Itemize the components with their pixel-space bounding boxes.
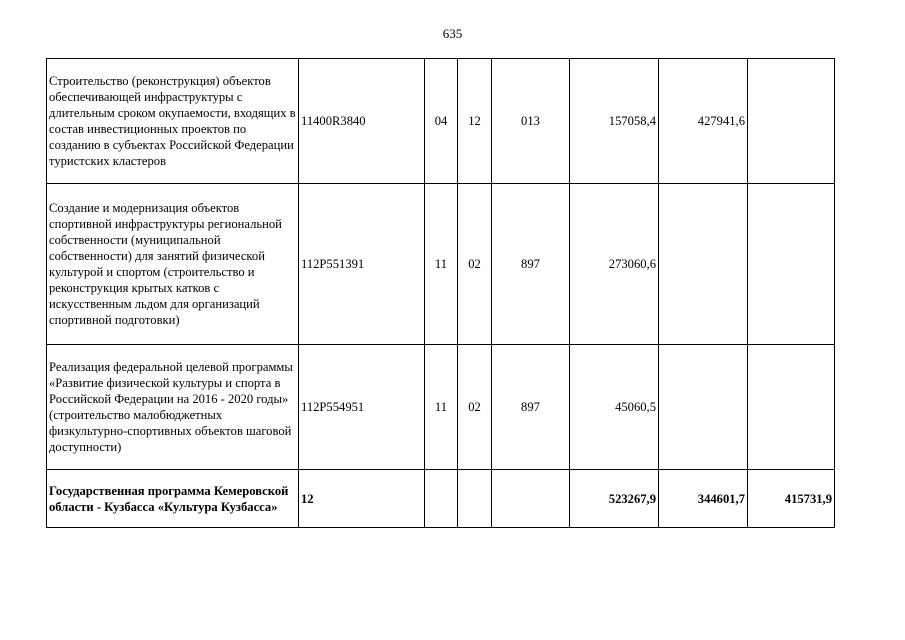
amount-year1-cell: 523267,9 <box>570 470 659 528</box>
section-code-cell <box>425 470 458 528</box>
target-article-code-cell: 112P554951 <box>299 345 425 470</box>
amount-year1-cell: 273060,6 <box>570 184 659 345</box>
target-article-code-cell: 11400R3840 <box>299 59 425 184</box>
amount-year2-cell <box>659 345 748 470</box>
table-row <box>47 345 835 470</box>
subsection-code-cell: 02 <box>458 184 492 345</box>
subsection-code-cell: 02 <box>458 345 492 470</box>
program-name-cell: Создание и модернизация объектов спортивной инфраструктуры региональной собственности (муниципальной собственности) для занятий физической культурой и спортом (строительство и реконструкция крытых катков с искусственным льдом для организаций спортивной подготовки) <box>47 184 299 345</box>
amount-year3-cell <box>748 345 835 470</box>
expense-type-code-cell: 013 <box>492 59 570 184</box>
amount-year1-cell: 45060,5 <box>570 345 659 470</box>
table-row <box>47 59 835 184</box>
expense-type-code-cell <box>492 470 570 528</box>
page-number: 635 <box>442 26 463 41</box>
amount-year2-cell <box>659 184 748 345</box>
target-article-code-cell: 12 <box>299 470 425 528</box>
program-name-cell: Реализация федеральной целевой программы «Развитие физической культуры и спорта в Российской Федерации на 2016 - 2020 годы» (строительство малобюджетных физкультурно-спортивных объектов шаговой доступности) <box>47 345 299 470</box>
expense-type-code-cell: 897 <box>492 345 570 470</box>
section-code-cell: 04 <box>425 59 458 184</box>
subsection-code-cell <box>458 470 492 528</box>
amount-year3-cell: 415731,9 <box>748 470 835 528</box>
subsection-code-cell: 12 <box>458 59 492 184</box>
amount-year3-cell <box>748 59 835 184</box>
amount-year2-cell: 427941,6 <box>659 59 748 184</box>
budget-table <box>46 58 835 528</box>
amount-year1-cell: 157058,4 <box>570 59 659 184</box>
table-row <box>47 184 835 345</box>
program-name-cell: Строительство (реконструкция) объектов обеспечивающей инфраструктуры с длительным сроком окупаемости, входящих в состав инвестиционных проектов по созданию в субъектах Российской Федерации туристских кластеров <box>47 59 299 184</box>
target-article-code-cell: 112P551391 <box>299 184 425 345</box>
section-code-cell: 11 <box>425 184 458 345</box>
table-row-program-total <box>47 470 835 528</box>
program-name-cell: Государственная программа Кемеровской области - Кузбасса «Культура Кузбасса» <box>47 470 299 528</box>
amount-year2-cell: 344601,7 <box>659 470 748 528</box>
expense-type-code-cell: 897 <box>492 184 570 345</box>
section-code-cell: 11 <box>425 345 458 470</box>
amount-year3-cell <box>748 184 835 345</box>
